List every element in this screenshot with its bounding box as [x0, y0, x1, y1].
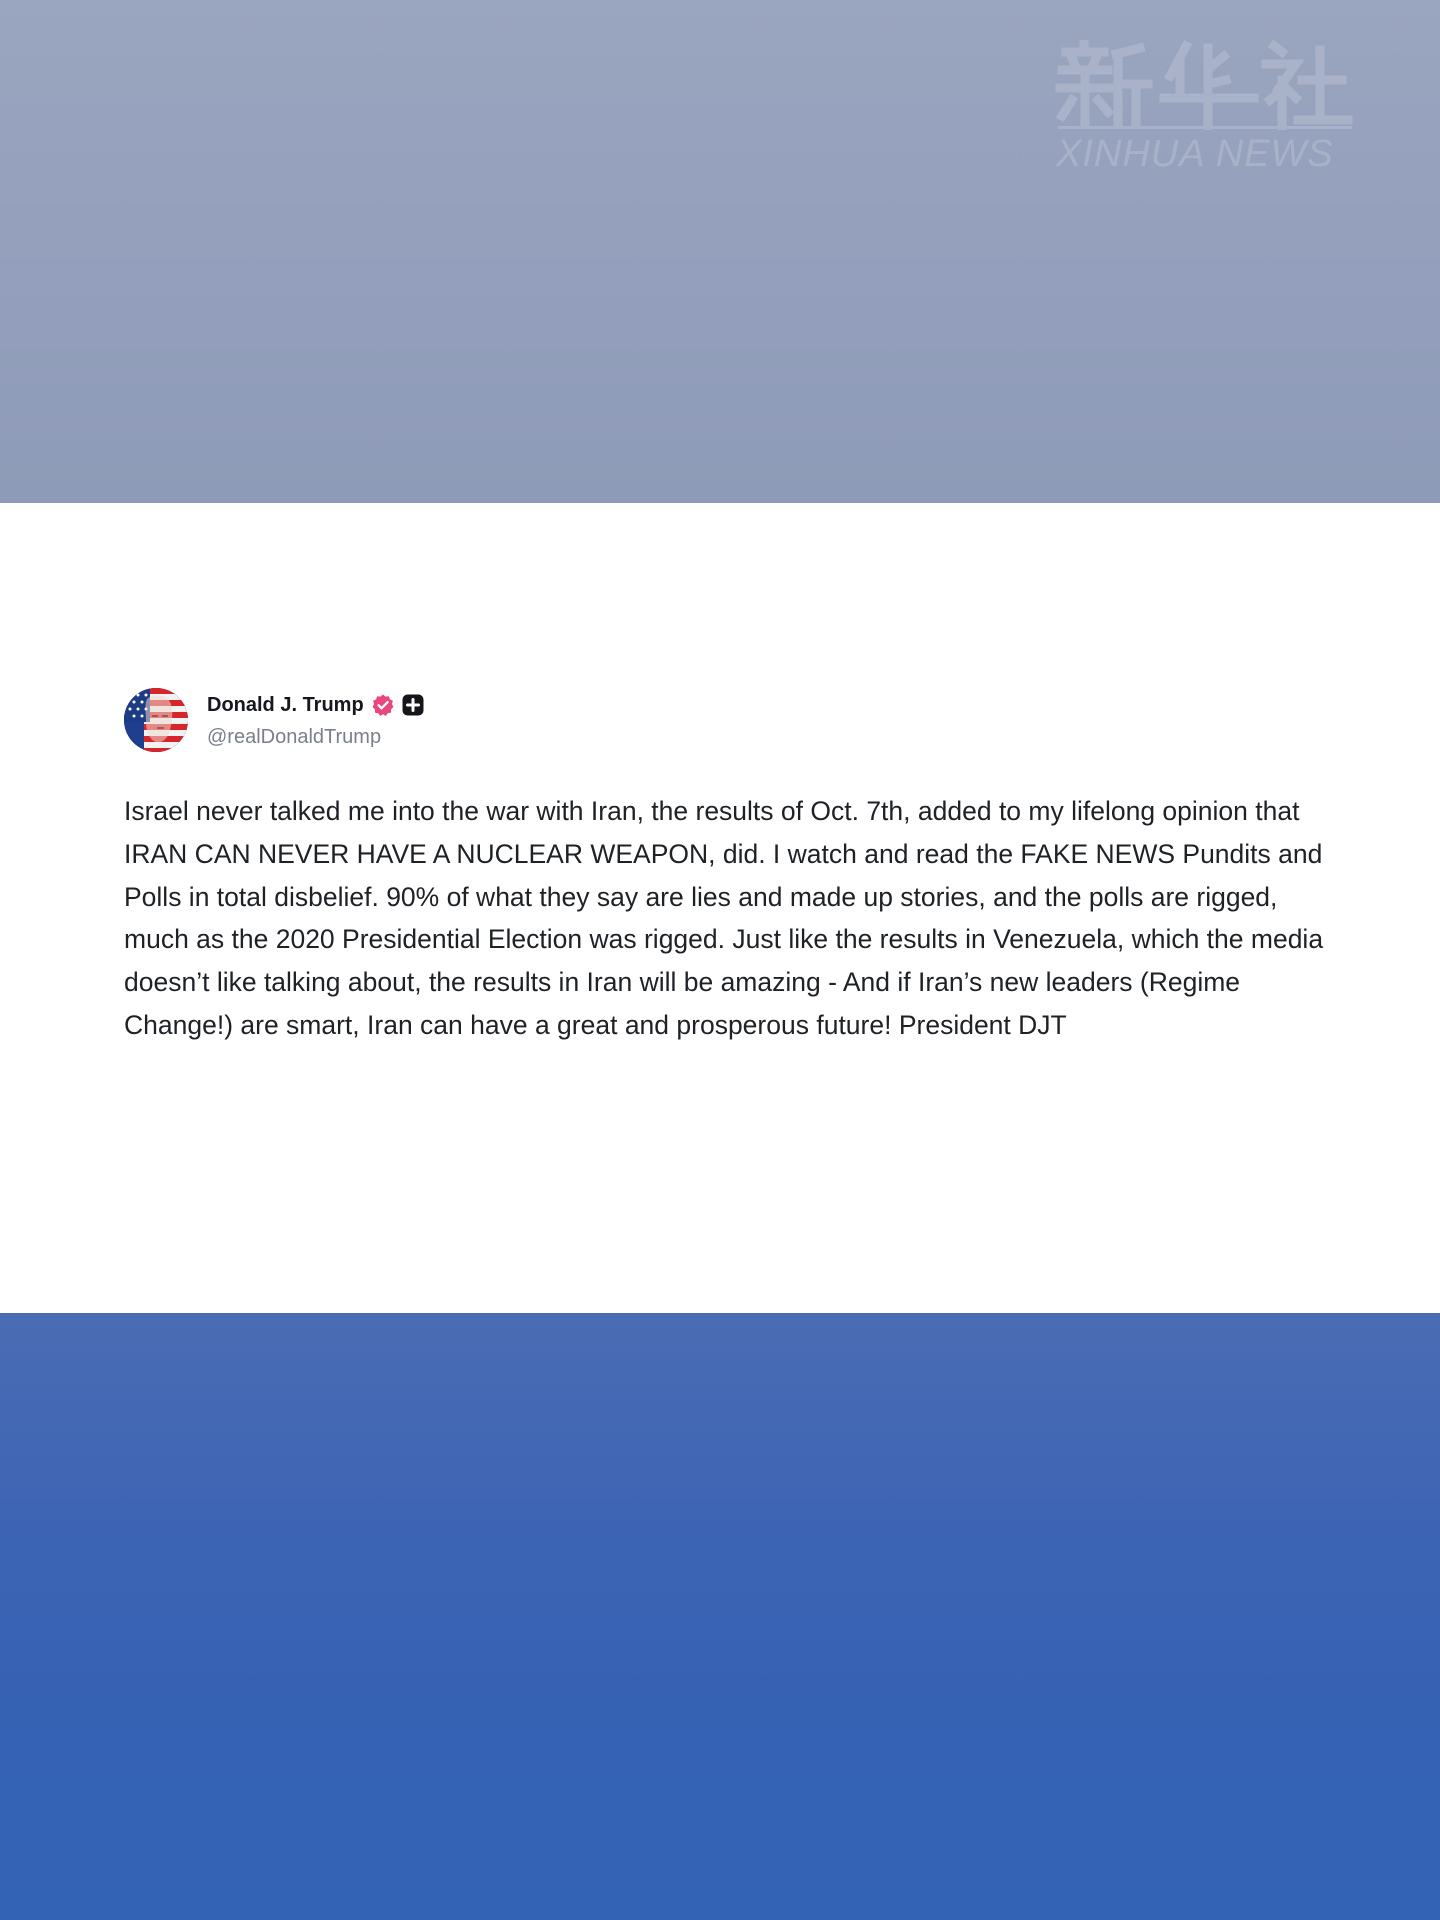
author-display-name[interactable]: Donald J. Trump	[207, 693, 364, 716]
xinhua-logo-glyphs	[1052, 40, 1354, 130]
plus-badge-icon	[401, 693, 425, 717]
top-background-band	[0, 0, 1440, 503]
bottom-background-band	[0, 1313, 1440, 1920]
xinhua-news-watermark	[1052, 40, 1354, 180]
post-body-text: Israel never talked me into the war with Iran, the results of Oct. 7th, added to my lifelong opinion that IRAN CAN NEVER HAVE A NUCLEAR WEAPON, did. I watch and read the FAKE NEWS Pundits and Polls in total disbelief. 90% of what they say are lies and made up stories, and the polls are rigged, much as the 2020 Presidential Election was rigged. Just like the results in Venezuela, which the media doesn’t like talking about, the results in Iran will be amazing - And if Iran’s new leaders (Regime Change!) are smart, Iran can have a great and prosperous future! President DJT	[124, 796, 1324, 1040]
author-handle[interactable]: @realDonaldTrump	[207, 726, 382, 748]
watermark-divider	[1058, 126, 1352, 129]
avatar-flag-portrait-icon	[124, 688, 188, 752]
author-avatar[interactable]	[124, 688, 188, 752]
verified-badge-icon	[371, 693, 395, 717]
author-name-row	[207, 690, 425, 720]
watermark-english-text: XINHUA NEWS	[1056, 133, 1334, 175]
